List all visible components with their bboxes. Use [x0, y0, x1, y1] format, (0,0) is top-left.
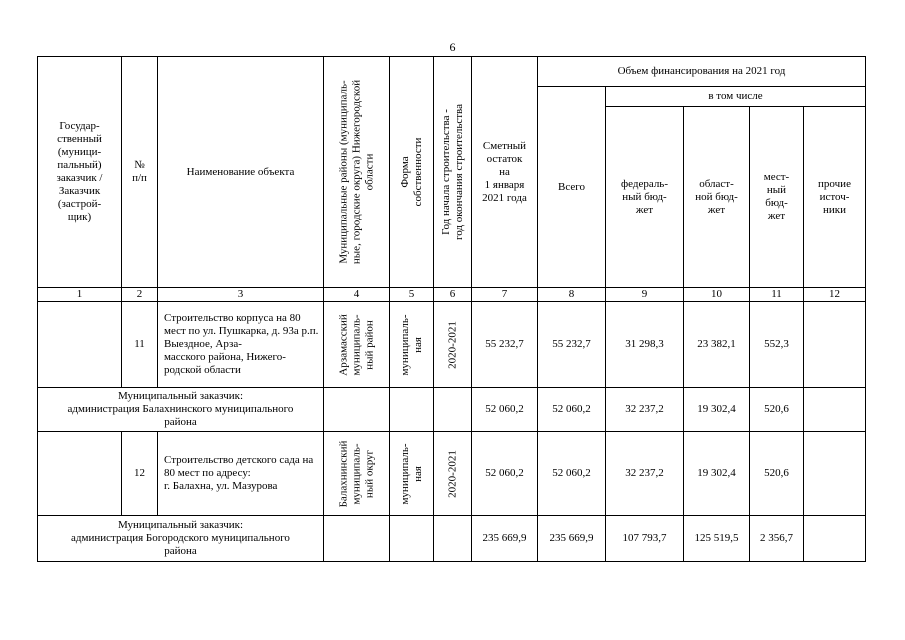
header-including: в том числе	[606, 87, 866, 107]
cell-total: 52 060,2	[538, 432, 606, 516]
cell-balance: 52 060,2	[472, 388, 538, 432]
header-customer: Государ- ственный (муници- пальный) заказчик / Заказчик (застрой- щик)	[38, 57, 122, 288]
financing-table	[37, 56, 866, 562]
cell-years	[434, 516, 472, 562]
cell-federal: 32 237,2	[606, 432, 684, 516]
header-federal: федераль- ный бюд- жет	[606, 107, 684, 288]
header-ownership: Форма собственности	[390, 57, 434, 288]
col-number: 1	[38, 288, 122, 302]
cell-regional: 19 302,4	[684, 432, 750, 516]
header-num: № п/п	[122, 57, 158, 288]
summary-row	[38, 516, 866, 562]
cell-federal: 31 298,3	[606, 302, 684, 388]
cell-district	[324, 516, 390, 562]
cell-num: 12	[122, 432, 158, 516]
cell-total: 55 232,7	[538, 302, 606, 388]
cell-object: Строительство корпуса на 80 мест по ул. Пушкарка, д. 93а р.п. Выездное, Арза- масского района, Нижего- родской области	[158, 302, 324, 388]
col-number: 12	[804, 288, 866, 302]
header-other: прочие источ- ники	[804, 107, 866, 288]
cell-num: 11	[122, 302, 158, 388]
cell-local: 552,3	[750, 302, 804, 388]
header-local: мест- ный бюд- жет	[750, 107, 804, 288]
cell-ownership	[390, 388, 434, 432]
header-balance: Сметный остаток на 1 января 2021 года	[472, 57, 538, 288]
cell-balance: 235 669,9	[472, 516, 538, 562]
cell-total: 235 669,9	[538, 516, 606, 562]
header-regional: област- ной бюд- жет	[684, 107, 750, 288]
cell-summary: Муниципальный заказчик: администрация Богородского муниципального района	[38, 516, 324, 562]
cell-regional: 125 519,5	[684, 516, 750, 562]
cell-other	[804, 302, 866, 388]
col-number: 7	[472, 288, 538, 302]
cell-district: Арзамасский муниципаль- ный район	[324, 302, 390, 388]
cell-district	[324, 388, 390, 432]
cell-regional: 23 382,1	[684, 302, 750, 388]
col-number: 5	[390, 288, 434, 302]
cell-object: Строительство детского сада на 80 мест по адресу: г. Балахна, ул. Мазурова	[158, 432, 324, 516]
cell-total: 52 060,2	[538, 388, 606, 432]
header-district: Муниципальные районы (муниципаль- ные, городские округа) Нижегородской области	[324, 57, 390, 288]
col-number: 8	[538, 288, 606, 302]
cell-ownership	[390, 516, 434, 562]
cell-ownership: муниципаль- ная	[390, 432, 434, 516]
cell-years: 2020-2021	[434, 302, 472, 388]
table-row	[38, 302, 866, 388]
table-row	[38, 432, 866, 516]
cell-ownership: муниципаль- ная	[390, 302, 434, 388]
cell-other	[804, 388, 866, 432]
col-number: 2	[122, 288, 158, 302]
cell-years	[434, 388, 472, 432]
cell-summary: Муниципальный заказчик: администрация Балахнинского муниципального района	[38, 388, 324, 432]
col-number: 9	[606, 288, 684, 302]
cell-years: 2020-2021	[434, 432, 472, 516]
cell-balance: 55 232,7	[472, 302, 538, 388]
cell-federal: 107 793,7	[606, 516, 684, 562]
cell-customer	[38, 302, 122, 388]
col-number: 6	[434, 288, 472, 302]
cell-other	[804, 432, 866, 516]
cell-local: 2 356,7	[750, 516, 804, 562]
header-years: Год начала строительства - год окончания строительства	[434, 57, 472, 288]
cell-local: 520,6	[750, 388, 804, 432]
header-total: Всего	[538, 87, 606, 288]
col-number: 10	[684, 288, 750, 302]
cell-regional: 19 302,4	[684, 388, 750, 432]
cell-other	[804, 516, 866, 562]
cell-federal: 32 237,2	[606, 388, 684, 432]
cell-district: Балахнинский муниципаль- ный округ	[324, 432, 390, 516]
col-number: 11	[750, 288, 804, 302]
cell-balance: 52 060,2	[472, 432, 538, 516]
col-number: 3	[158, 288, 324, 302]
header-financing: Объем финансирования на 2021 год	[538, 57, 866, 87]
cell-local: 520,6	[750, 432, 804, 516]
page-number: 6	[449, 40, 456, 54]
header-object: Наименование объекта	[158, 57, 324, 288]
col-number: 4	[324, 288, 390, 302]
summary-row	[38, 388, 866, 432]
cell-customer	[38, 432, 122, 516]
